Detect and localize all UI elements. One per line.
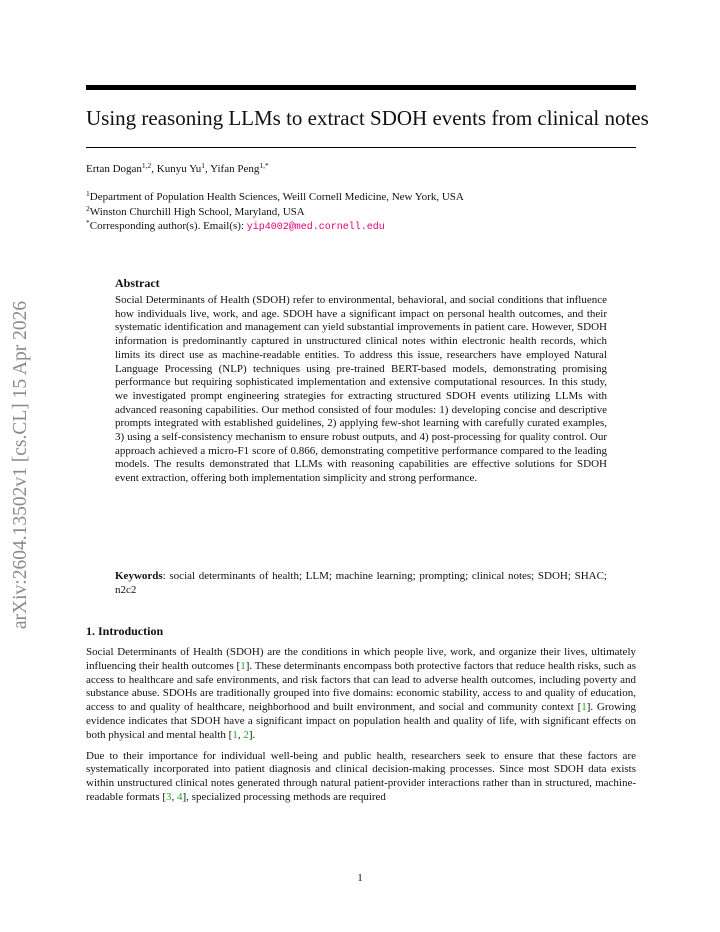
citation-link[interactable]: 1 xyxy=(232,728,238,741)
email-link[interactable]: yip4002@med.cornell.edu xyxy=(246,222,385,233)
abstract-heading: Abstract xyxy=(115,276,160,290)
affiliation-line: $^2$Winston Churchill High School, Maryland, USA xyxy=(86,203,305,218)
author-affiliation-marker: 1,* xyxy=(259,161,269,170)
page-number: 1 xyxy=(357,872,363,884)
keywords-text: : social determinants of health; LLM; machine learning; prompting; clinical notes; SDOH; SHAC; n2c2 xyxy=(115,570,607,596)
introduction-body xyxy=(86,646,636,812)
affiliation-line: $^1$Department of Population Health Sciences, Weill Cornell Medicine, New York, USA xyxy=(86,189,464,203)
section-heading: 1. Introduction xyxy=(86,624,164,638)
arxiv-identifier-stamp: arXiv:2604.13502v1 [cs.CL] 15 Apr 2026 xyxy=(10,300,31,630)
citation-link[interactable]: 1 xyxy=(240,659,246,672)
affiliation-list xyxy=(86,190,464,236)
author-affiliation-marker: 1 xyxy=(201,161,206,170)
citation-link[interactable]: 2 xyxy=(243,728,249,741)
author-name: Yifan Peng xyxy=(210,163,260,175)
title-bottom-rule xyxy=(86,147,636,148)
citation-link[interactable]: 1 xyxy=(581,701,587,714)
author-list: Ertan Dogan$^{1,2}$, Kunyu Yu$^1$, Yifan Peng$^{1,*}$ xyxy=(86,161,269,175)
intro-paragraph: Due to their importance for individual well-being and public health, researchers seek to ensure that these factors are systematically incorporated into patient diagnosis and clinical decision-making processes. Since most SDOH data exists within unstructured clinical notes generated through natural patient-provider interactions rather than in structured, machine-readable formats [3, 4], specialized processing methods are required xyxy=(86,749,636,803)
keywords-line xyxy=(115,570,607,597)
author-affiliation-marker: 1,2 xyxy=(141,161,152,170)
keywords-label: Keywords xyxy=(115,570,163,582)
title-top-rule xyxy=(86,85,636,90)
abstract-block xyxy=(115,276,607,486)
author-name: Ertan Dogan xyxy=(86,163,142,175)
corresponding-author-line: *Corresponding author(s). Email(s): yip4002@med.cornell.edu xyxy=(86,218,385,233)
citation-link[interactable]: 4 xyxy=(177,790,183,803)
citation-link[interactable]: 3 xyxy=(166,790,172,803)
abstract-text: Social Determinants of Health (SDOH) refer to environmental, behavioral, and social conditions that influence how individuals live, work, and age. SDOH have a significant impact on personal health outcomes, and their systematic identification and management can yield substantial improvements in patient care. However, SDOH information is predominantly captured in unstructured clinical notes within electronic health records, which limits its direct use as machine-readable entities. To address this issue, researchers have employed Natural Language Processing (NLP) techniques using pre-trained BERT-based models, demonstrating promising performance but requiring sophisticated implementation and extensive computational resources. In this study, we investigated prompt engineering strategies for extracting structured SDOH events utilizing LLMs with advanced reasoning capabilities. Our method consisted of four modules: 1) developing concise and descriptive prompts integrated with established guidelines, 2) applying few-shot learning with carefully curated examples, 3) using a self-consistency mechanism to ensure robust outputs, and 4) post-processing for quality control. Our approach achieved a micro-F1 score of 0.866, demonstrating competitive performance compared to the leading models. The results demonstrated that LLMs with reasoning capabilities are effective solutions for SDOH event extraction, offering both implementation simplicity and strong performance. xyxy=(115,294,607,485)
author-name: Kunyu Yu xyxy=(156,163,202,175)
paper-title: Using reasoning LLMs to extract SDOH events from clinical notes xyxy=(86,106,649,130)
intro-paragraph: Social Determinants of Health (SDOH) are the conditions in which people live, work, and organize their lives, ultimately influencing their health outcomes [1]. These determinants encompass both protective factors that reduce health risks, such as access to healthcare and safe environments, and risk factors that can lead to adverse health outcomes, including poverty and substance abuse. SDOHs are traditionally grouped into five domains: economic stability, access to and quality of education, access to and quality of healthcare, neighborhood and built environment, and social and community context [1]. Growing evidence indicates that SDOH have a significant impact on population health and quality of life, with significant effects on both physical and mental health [1, 2]. xyxy=(86,646,637,741)
